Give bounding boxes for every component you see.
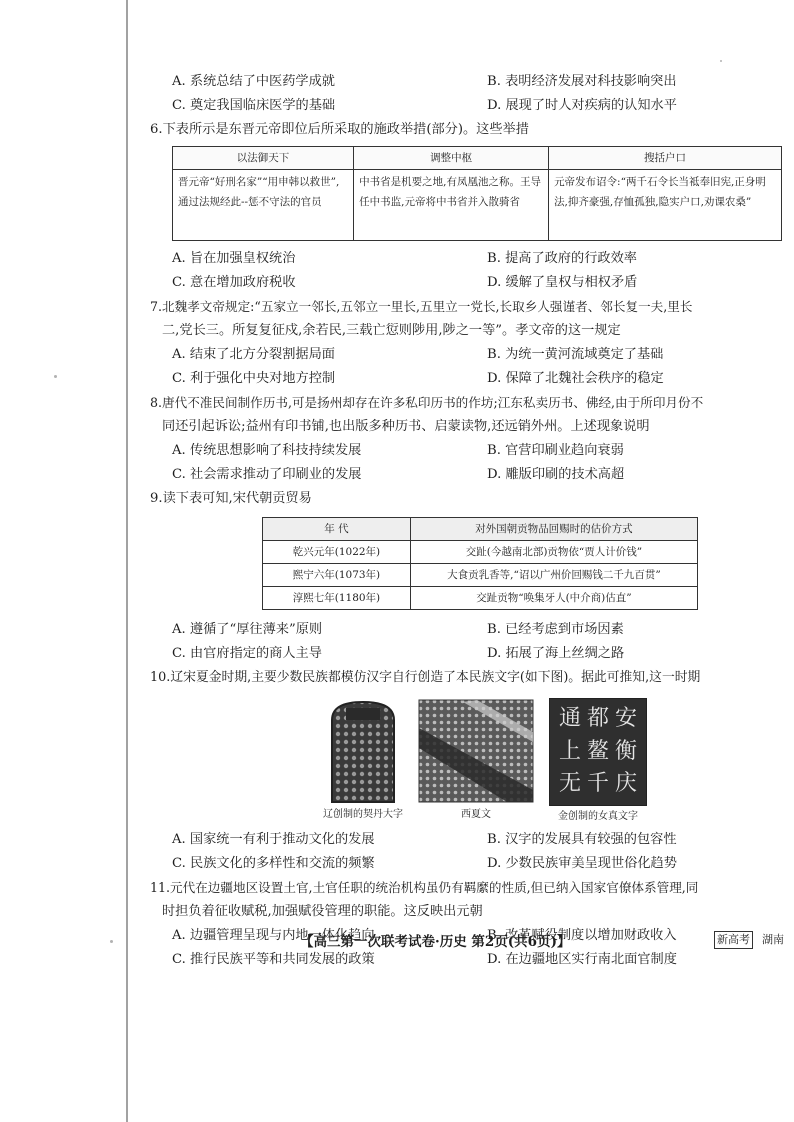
q10-figures (150, 698, 780, 824)
q6-table-cell: 元帝发布诏令:“两千石令长当祗奉旧宪,正身明法,抑齐豪强,存恤孤独,隐实户口,劝课农桑” (549, 170, 782, 241)
q7-stem-line2: 二,党长三。所复复征戍,余若民,三载亡愆则陟用,陟之一等”。孝文帝的这一规定 (162, 323, 621, 338)
q11-options-row (150, 948, 780, 972)
q10-stem: 10.辽宋夏金时期,主要少数民族都模仿汉字自行创造了本民族文字(如下图)。据此可推知,这一时期 (150, 670, 701, 685)
q8-option-c[interactable]: C. 社会需求推动了印刷业的发展 (172, 467, 362, 482)
q9-table-header: 年 代 (263, 518, 411, 541)
inscription-glyph: 无 (558, 771, 581, 797)
jurchen-glyphs (556, 703, 640, 801)
q6-option-a[interactable]: A. 旨在加强皇权统治 (172, 251, 296, 266)
q5-options-row (150, 70, 780, 94)
q6-table-header: 调整中枢 (354, 147, 549, 170)
inscription-glyph: 庆 (614, 771, 637, 797)
figure-caption: 金创制的女真文字 (558, 811, 638, 822)
inscription-glyph: 安 (614, 706, 637, 731)
stone-tablet-icon (549, 698, 647, 806)
figure-caption: 西夏文 (461, 809, 491, 820)
q9-table-cell: 大食贡乳香等,“诏以广州价回赐钱二千九百贯” (410, 564, 697, 587)
q9-option-c[interactable]: C. 由官府指定的商人主导 (172, 646, 322, 661)
figure-tangut-script (417, 698, 535, 824)
q9-table-cell: 交趾(今越南北部)贡物依“贾人计价钱” (410, 541, 697, 564)
q5-option-d[interactable]: D. 展现了时人对疾病的认知水平 (487, 98, 677, 113)
region-label: 湖南 (762, 933, 784, 946)
q6-table-cell: 中书省是机要之地,有凤凰池之称。王导任中书监,元帝将中书省并入散骑省 (354, 170, 549, 241)
q6-option-b[interactable]: B. 提高了政府的行政效率 (487, 251, 637, 266)
q7-option-d[interactable]: D. 保障了北魏社会秩序的稳定 (487, 371, 664, 386)
q11-option-a[interactable]: A. 边疆管理呈现与内地一体化趋向 (172, 928, 375, 943)
q9-option-a[interactable]: A. 遵循了“厚往薄来”原则 (172, 622, 323, 637)
q7-options-row (150, 367, 780, 391)
q6-table (172, 146, 782, 241)
q6-table-header: 以法御天下 (173, 147, 354, 170)
q9-table-header: 对外国朝贡物品回赐时的估价方式 (410, 518, 697, 541)
q11-stem-line2: 时担负着征收赋税,加强赋役管理的职能。这反映出元朝 (162, 904, 483, 919)
page-footer: 【高三第一次联考试卷·历史 第2页(共6页)】 (300, 934, 571, 950)
figure-caption: 辽创制的契丹大字 (323, 809, 403, 820)
stone-tablet-icon (326, 698, 400, 804)
q9-options-row (150, 642, 780, 666)
table-row (263, 541, 698, 564)
q6-options-row (150, 247, 780, 271)
q7-stem-line1: 7.北魏孝文帝规定:“五家立一邻长,五邻立一里长,五里立一党长,长取乡人强谨者、邻长复一夫,里长 (150, 299, 693, 314)
q11-option-c[interactable]: C. 推行民族平等和共同发展的政策 (172, 952, 375, 967)
q5-options-row (150, 94, 780, 118)
q5-option-a[interactable]: A. 系统总结了中医药学成就 (172, 74, 335, 89)
scan-speck (110, 940, 113, 943)
q6-option-c[interactable]: C. 意在增加政府税收 (172, 275, 296, 290)
q9-stem: 9.读下表可知,宋代朝贡贸易 (150, 491, 312, 506)
q7-option-b[interactable]: B. 为统一黄河流域奠定了基础 (487, 347, 664, 362)
table-row (263, 587, 698, 610)
q9-table-cell: 乾兴元年(1022年) (263, 541, 411, 564)
q6-stem: 6.下表所示是东晋元帝即位后所采取的施政举措(部分)。这些举措 (150, 122, 529, 137)
q11-option-b[interactable]: B. 改革赋役制度以增加财政收入 (487, 928, 677, 943)
question-content (150, 70, 780, 972)
scan-speck (54, 375, 57, 378)
q9-option-d[interactable]: D. 拓展了海上丝绸之路 (487, 646, 625, 661)
q7-option-a[interactable]: A. 结束了北方分裂割据局面 (172, 347, 335, 362)
stone-tablet-icon (417, 698, 535, 804)
q10-option-b[interactable]: B. 汉字的发展具有较强的包容性 (487, 832, 677, 847)
q9-table-cell: 交趾贡物“唤集牙人(中介商)估直” (410, 587, 697, 610)
q8-option-d[interactable]: D. 雕版印刷的技术高超 (487, 467, 625, 482)
figure-jurchen-script (549, 698, 647, 824)
scan-speck (720, 60, 722, 62)
inscription-glyph: 衡 (614, 738, 637, 764)
q10-options-row (150, 852, 780, 876)
q11-option-d[interactable]: D. 在边疆地区实行南北面官制度 (487, 952, 677, 967)
q7-options-row (150, 343, 780, 367)
q10-option-d[interactable]: D. 少数民族审美呈现世俗化趋势 (487, 856, 677, 871)
q11-stem-line1: 11.元代在边疆地区设置土官,土官任职的统治机构虽仍有羁縻的性质,但已纳入国家官僚体系管理,同 (150, 880, 699, 895)
q6-table-cell: 晋元帝“好刑名家”“用申韩以救世”,通过法规经此--惩不守法的官员 (173, 170, 354, 241)
q8-stem-line1: 8.唐代不准民间制作历书,可是扬州却存在许多私印历书的作坊;江东私卖历书、佛经,由于所印月份不 (150, 395, 704, 410)
q5-option-b[interactable]: B. 表明经济发展对科技影响突出 (487, 74, 677, 89)
q6-table-header: 搜括户口 (549, 147, 782, 170)
q8-options-row (150, 463, 780, 487)
inscription-glyph: 通 (558, 706, 581, 731)
inscription-glyph: 上 (558, 738, 581, 764)
q8-options-row (150, 439, 780, 463)
q8-option-a[interactable]: A. 传统思想影响了科技持续发展 (172, 443, 362, 458)
binding-margin-line (126, 0, 128, 1122)
q10-option-c[interactable]: C. 民族文化的多样性和交流的频繁 (172, 856, 375, 871)
q8-stem-line2: 同还引起诉讼;益州有印书铺,也出版多种历书、启蒙读物,还远销外州。上述现象说明 (162, 419, 650, 434)
table-row (263, 564, 698, 587)
q9-options-row (150, 618, 780, 642)
q9-table (262, 517, 698, 610)
q5-option-c[interactable]: C. 奠定我国临床医学的基础 (172, 98, 336, 113)
q9-option-b[interactable]: B. 已经考虑到市场因素 (487, 622, 624, 637)
edition-badge: 新高考 (714, 931, 753, 949)
q9-table-cell: 熙宁六年(1073年) (263, 564, 411, 587)
q9-table-cell: 淳熙七年(1180年) (263, 587, 411, 610)
q6-option-d[interactable]: D. 缓解了皇权与相权矛盾 (487, 275, 638, 290)
q10-option-a[interactable]: A. 国家统一有利于推动文化的发展 (172, 832, 375, 847)
q6-options-row (150, 271, 780, 295)
q7-option-c[interactable]: C. 利于强化中央对地方控制 (172, 371, 336, 386)
inscription-glyph: 都 (586, 706, 609, 731)
figure-khitan-script (323, 698, 403, 824)
q8-option-b[interactable]: B. 官营印刷业趋向衰弱 (487, 443, 624, 458)
inscription-glyph: 千 (586, 771, 609, 797)
q10-options-row (150, 828, 780, 852)
inscription-glyph: 鳌 (586, 738, 609, 764)
